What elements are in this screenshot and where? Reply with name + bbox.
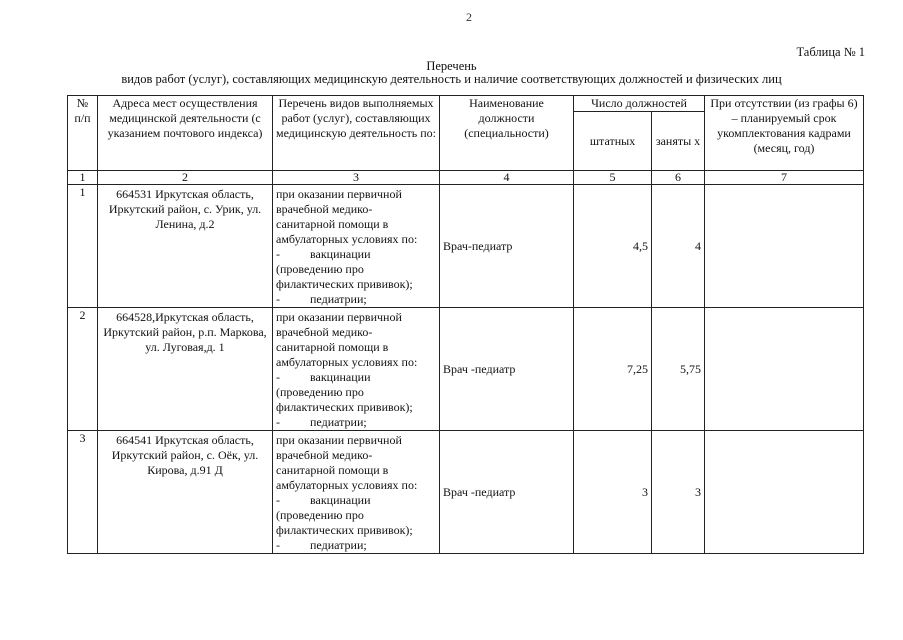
work-line-text: педиатрии; [310,292,367,306]
work-line: (проведению про [276,385,364,399]
row-occupied: 5,75 [652,308,705,431]
row-works [273,431,440,554]
work-line: врачебной медико- [276,325,373,339]
work-line: санитарной помощи в [276,463,389,477]
work-line: амбулаторных условиях по: [276,232,418,246]
header-position: Наименование должности (специальности) [440,96,574,171]
row-index: 3 [68,431,98,554]
work-line: филактических прививок); [276,277,413,291]
row-occupied: 3 [652,431,705,554]
row-index: 2 [68,308,98,431]
row-address: 664531 Иркутская область, Иркутский район, с. Урик, ул. Ленина, д.2 [98,185,273,308]
row-index: 1 [68,185,98,308]
header-absent: При отсутствии (из графы 6) – планируемый срок укомплектования кадрами (месяц, год) [705,96,864,171]
row-position: Врач -педиатр [440,431,574,554]
work-line: - вакцинации [276,247,371,261]
work-line: амбулаторных условиях по: [276,355,418,369]
work-line: врачебной медико- [276,448,373,462]
row-address: 664541 Иркутская область, Иркутский район, с. Оёк, ул. Кирова, д.91 Д [98,431,273,554]
row-address: 664528,Иркутская область, Иркутский район, р.п. Маркова, ул. Луговая,д. 1 [98,308,273,431]
column-number: 3 [273,171,440,185]
header-count-group: Число должностей [574,96,705,112]
work-line: - педиатрии; [276,415,367,429]
work-line: филактических прививок); [276,523,413,537]
column-number: 4 [440,171,574,185]
work-line: при оказании первичной [276,310,402,324]
column-number: 2 [98,171,273,185]
positions-table [67,95,864,554]
row-position: Врач-педиатр [440,185,574,308]
work-line: - вакцинации [276,370,371,384]
work-line: при оказании первичной [276,187,402,201]
table-number: Таблица № 1 [796,45,865,59]
table-row [68,308,864,431]
row-works [273,308,440,431]
work-line-text: педиатрии; [310,415,367,429]
work-line: филактических прививок); [276,400,413,414]
work-line-text: вакцинации [310,370,371,384]
title-line-1: Перечень [426,59,477,73]
row-plan [705,185,864,308]
work-line-text: вакцинации [310,247,371,261]
header-address: Адреса мест осуществления медицинской деятельности (с указанием почтового индекса) [98,96,273,171]
row-staff: 7,25 [574,308,652,431]
document-title [0,60,903,86]
work-line-text: вакцинации [310,493,371,507]
work-line: врачебной медико- [276,202,373,216]
row-occupied: 4 [652,185,705,308]
header-staff: штатных [574,112,652,171]
work-line: (проведению про [276,262,364,276]
column-number: 5 [574,171,652,185]
row-plan [705,431,864,554]
title-line-2: видов работ (услуг), составляющих медицинскую деятельность и наличие соответствующих должностей и физических лиц [121,72,782,86]
row-staff: 3 [574,431,652,554]
row-plan [705,308,864,431]
table-row [68,431,864,554]
header-num: № п/п [68,96,98,171]
work-line: - вакцинации [276,493,371,507]
row-staff: 4,5 [574,185,652,308]
work-line-text: педиатрии; [310,538,367,552]
work-line: санитарной помощи в [276,340,389,354]
work-line: (проведению про [276,508,364,522]
row-position: Врач -педиатр [440,308,574,431]
work-line: при оказании первичной [276,433,402,447]
table-row [68,185,864,308]
work-line: санитарной помощи в [276,217,389,231]
column-number: 7 [705,171,864,185]
header-works: Перечень видов выполняемых работ (услуг), составляющих медицинскую деятельность по: [273,96,440,171]
header-occupied: заняты х [652,112,705,171]
work-line: - педиатрии; [276,292,367,306]
work-line: амбулаторных условиях по: [276,478,418,492]
work-line: - педиатрии; [276,538,367,552]
column-number: 1 [68,171,98,185]
row-works [273,185,440,308]
page-number: 2 [466,10,472,24]
column-number: 6 [652,171,705,185]
